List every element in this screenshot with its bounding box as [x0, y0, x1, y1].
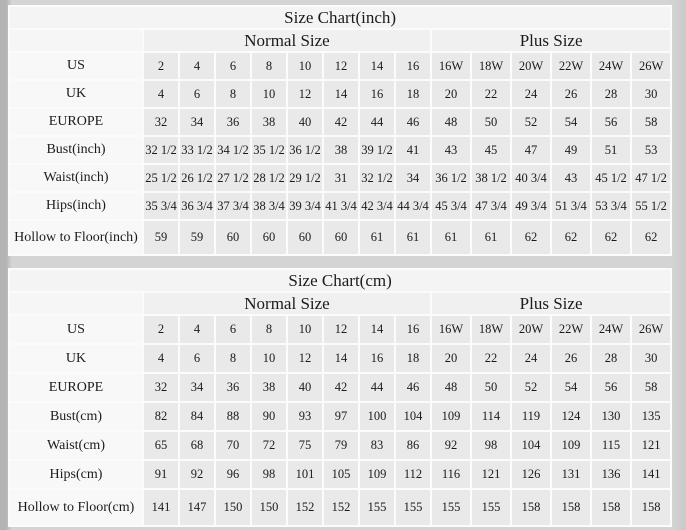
size-value-cell: 93 [288, 403, 322, 430]
size-value-cell: 32 1/2 [360, 165, 394, 191]
size-value-cell: 46 [396, 374, 430, 401]
size-value-cell: 37 3/4 [216, 193, 250, 219]
table-row [10, 403, 670, 430]
size-value-cell: 40 [288, 374, 322, 401]
size-value-cell: 34 [180, 374, 214, 401]
size-value-cell: 48 [432, 374, 470, 401]
size-value-cell: 6 [216, 316, 250, 343]
size-value-cell: 141 [632, 461, 670, 488]
size-value-cell: 41 [396, 137, 430, 163]
size-value-cell: 158 [552, 490, 590, 525]
size-group-header-row [10, 30, 670, 51]
size-value-cell: 61 [432, 221, 470, 254]
size-value-cell: 26 1/2 [180, 165, 214, 191]
size-value-cell: 88 [216, 403, 250, 430]
size-value-cell: 92 [432, 432, 470, 459]
size-value-cell: 18 [396, 81, 430, 107]
row-label: Hips(cm) [10, 461, 142, 488]
size-value-cell: 18 [396, 345, 430, 372]
size-value-cell: 51 3/4 [552, 193, 590, 219]
size-value-cell: 86 [396, 432, 430, 459]
size-value-cell: 44 [360, 109, 394, 135]
size-value-cell: 22 [472, 81, 510, 107]
size-value-cell: 109 [432, 403, 470, 430]
size-value-cell: 18W [472, 316, 510, 343]
size-value-cell: 54 [552, 109, 590, 135]
row-label: UK [10, 345, 142, 372]
size-value-cell: 30 [632, 81, 670, 107]
size-value-cell: 62 [552, 221, 590, 254]
size-value-cell: 83 [360, 432, 394, 459]
size-value-cell: 49 [552, 137, 590, 163]
size-value-cell: 116 [432, 461, 470, 488]
size-value-cell: 112 [396, 461, 430, 488]
size-value-cell: 4 [144, 81, 178, 107]
size-value-cell: 79 [324, 432, 358, 459]
row-label: UK [10, 81, 142, 107]
row-label: Hips(inch) [10, 193, 142, 219]
table-row [10, 81, 670, 107]
table-row [10, 165, 670, 191]
size-value-cell: 101 [288, 461, 322, 488]
size-value-cell: 18W [472, 53, 510, 79]
size-value-cell: 50 [472, 374, 510, 401]
row-label: Hollow to Floor(cm) [10, 490, 142, 525]
size-value-cell: 59 [144, 221, 178, 254]
size-value-cell: 60 [216, 221, 250, 254]
size-value-cell: 109 [360, 461, 394, 488]
row-label: EUROPE [10, 109, 142, 135]
size-value-cell: 20W [512, 53, 550, 79]
size-value-cell: 47 3/4 [472, 193, 510, 219]
size-value-cell: 53 [632, 137, 670, 163]
size-value-cell: 42 3/4 [360, 193, 394, 219]
size-value-cell: 152 [324, 490, 358, 525]
size-value-cell: 20 [432, 345, 470, 372]
plus-size-group-header: Plus Size [432, 30, 670, 51]
size-value-cell: 91 [144, 461, 178, 488]
size-value-cell: 45 1/2 [592, 165, 630, 191]
size-value-cell: 61 [472, 221, 510, 254]
size-value-cell: 152 [288, 490, 322, 525]
size-value-cell: 6 [180, 81, 214, 107]
size-value-cell: 42 [324, 109, 358, 135]
size-value-cell: 8 [216, 345, 250, 372]
size-value-cell: 10 [252, 81, 286, 107]
size-value-cell: 28 [592, 345, 630, 372]
table-row [10, 137, 670, 163]
size-value-cell: 40 3/4 [512, 165, 550, 191]
size-value-cell: 58 [632, 109, 670, 135]
size-value-cell: 14 [324, 81, 358, 107]
size-value-cell: 22W [552, 53, 590, 79]
size-value-cell: 68 [180, 432, 214, 459]
size-value-cell: 109 [552, 432, 590, 459]
size-value-cell: 26W [632, 316, 670, 343]
size-value-cell: 24 [512, 81, 550, 107]
row-label: Waist(cm) [10, 432, 142, 459]
size-value-cell: 4 [180, 316, 214, 343]
table-row [10, 109, 670, 135]
size-value-cell: 42 [324, 374, 358, 401]
size-value-cell: 84 [180, 403, 214, 430]
table-row [10, 374, 670, 401]
size-value-cell: 92 [180, 461, 214, 488]
size-value-cell: 55 1/2 [632, 193, 670, 219]
size-value-cell: 96 [216, 461, 250, 488]
size-value-cell: 31 [324, 165, 358, 191]
size-value-cell: 14 [360, 53, 394, 79]
size-value-cell: 155 [396, 490, 430, 525]
size-value-cell: 39 1/2 [360, 137, 394, 163]
table-row [10, 345, 670, 372]
size-value-cell: 8 [252, 53, 286, 79]
row-label: US [10, 53, 142, 79]
row-label: Bust(inch) [10, 137, 142, 163]
size-value-cell: 12 [324, 316, 358, 343]
size-value-cell: 70 [216, 432, 250, 459]
size-value-cell: 32 [144, 109, 178, 135]
size-value-cell: 72 [252, 432, 286, 459]
size-value-cell: 25 1/2 [144, 165, 178, 191]
size-value-cell: 62 [592, 221, 630, 254]
size-value-cell: 38 [324, 137, 358, 163]
size-value-cell: 141 [144, 490, 178, 525]
size-value-cell: 26 [552, 81, 590, 107]
row-label: Hollow to Floor(inch) [10, 221, 142, 254]
size-value-cell: 38 3/4 [252, 193, 286, 219]
size-value-cell: 41 3/4 [324, 193, 358, 219]
size-value-cell: 28 [592, 81, 630, 107]
row-label: Waist(inch) [10, 165, 142, 191]
size-value-cell: 90 [252, 403, 286, 430]
size-value-cell: 28 1/2 [252, 165, 286, 191]
table-title: Size Chart(cm) [10, 270, 670, 291]
size-value-cell: 59 [180, 221, 214, 254]
table-row [10, 461, 670, 488]
size-value-cell: 147 [180, 490, 214, 525]
size-value-cell: 98 [472, 432, 510, 459]
size-value-cell: 52 [512, 374, 550, 401]
size-value-cell: 60 [288, 221, 322, 254]
size-group-header-row [10, 293, 670, 314]
size-value-cell: 32 1/2 [144, 137, 178, 163]
size-value-cell: 20 [432, 81, 470, 107]
size-value-cell: 38 1/2 [472, 165, 510, 191]
size-value-cell: 43 [552, 165, 590, 191]
size-value-cell: 24 [512, 345, 550, 372]
size-value-cell: 131 [552, 461, 590, 488]
size-value-cell: 35 1/2 [252, 137, 286, 163]
size-value-cell: 130 [592, 403, 630, 430]
group-header-spacer [10, 30, 142, 51]
size-value-cell: 48 [432, 109, 470, 135]
size-value-cell: 24W [592, 53, 630, 79]
normal-size-group-header: Normal Size [144, 293, 430, 314]
row-label: Bust(cm) [10, 403, 142, 430]
table-row [10, 193, 670, 219]
table-row [10, 53, 670, 79]
size-value-cell: 62 [512, 221, 550, 254]
size-value-cell: 45 [472, 137, 510, 163]
size-value-cell: 35 3/4 [144, 193, 178, 219]
size-value-cell: 16 [396, 53, 430, 79]
size-value-cell: 4 [180, 53, 214, 79]
size-value-cell: 24W [592, 316, 630, 343]
size-chart-inch-table [8, 5, 672, 256]
size-value-cell: 12 [288, 345, 322, 372]
size-value-cell: 27 1/2 [216, 165, 250, 191]
size-value-cell: 16 [360, 81, 394, 107]
size-value-cell: 61 [360, 221, 394, 254]
size-value-cell: 34 [396, 165, 430, 191]
size-value-cell: 155 [360, 490, 394, 525]
size-value-cell: 52 [512, 109, 550, 135]
size-value-cell: 36 3/4 [180, 193, 214, 219]
size-value-cell: 16 [396, 316, 430, 343]
size-value-cell: 6 [216, 53, 250, 79]
size-value-cell: 121 [472, 461, 510, 488]
size-value-cell: 34 1/2 [216, 137, 250, 163]
size-value-cell: 155 [432, 490, 470, 525]
size-value-cell: 36 1/2 [432, 165, 470, 191]
group-header-spacer [10, 293, 142, 314]
size-value-cell: 16 [360, 345, 394, 372]
size-value-cell: 158 [512, 490, 550, 525]
size-value-cell: 158 [632, 490, 670, 525]
row-label: EUROPE [10, 374, 142, 401]
size-value-cell: 97 [324, 403, 358, 430]
size-value-cell: 22W [552, 316, 590, 343]
size-value-cell: 36 [216, 109, 250, 135]
table-title: Size Chart(inch) [10, 7, 670, 28]
size-value-cell: 32 [144, 374, 178, 401]
size-value-cell: 61 [396, 221, 430, 254]
size-value-cell: 105 [324, 461, 358, 488]
size-value-cell: 47 1/2 [632, 165, 670, 191]
size-value-cell: 29 1/2 [288, 165, 322, 191]
size-value-cell: 33 1/2 [180, 137, 214, 163]
size-value-cell: 150 [252, 490, 286, 525]
table-row [10, 432, 670, 459]
size-chart-cm-table [8, 268, 672, 527]
size-value-cell: 135 [632, 403, 670, 430]
size-value-cell: 20W [512, 316, 550, 343]
size-value-cell: 56 [592, 109, 630, 135]
size-value-cell: 58 [632, 374, 670, 401]
size-value-cell: 54 [552, 374, 590, 401]
table-row [10, 490, 670, 525]
size-value-cell: 50 [472, 109, 510, 135]
size-value-cell: 126 [512, 461, 550, 488]
size-value-cell: 82 [144, 403, 178, 430]
size-value-cell: 14 [324, 345, 358, 372]
size-value-cell: 43 [432, 137, 470, 163]
size-value-cell: 14 [360, 316, 394, 343]
size-value-cell: 6 [180, 345, 214, 372]
size-value-cell: 158 [592, 490, 630, 525]
size-value-cell: 75 [288, 432, 322, 459]
normal-size-group-header: Normal Size [144, 30, 430, 51]
size-value-cell: 44 [360, 374, 394, 401]
size-value-cell: 8 [252, 316, 286, 343]
size-value-cell: 38 [252, 374, 286, 401]
size-value-cell: 100 [360, 403, 394, 430]
size-value-cell: 98 [252, 461, 286, 488]
size-value-cell: 136 [592, 461, 630, 488]
size-value-cell: 150 [216, 490, 250, 525]
size-value-cell: 12 [288, 81, 322, 107]
size-value-cell: 2 [144, 53, 178, 79]
size-value-cell: 38 [252, 109, 286, 135]
size-value-cell: 119 [512, 403, 550, 430]
size-value-cell: 51 [592, 137, 630, 163]
table-row [10, 221, 670, 254]
size-value-cell: 4 [144, 345, 178, 372]
size-value-cell: 16W [432, 316, 470, 343]
size-value-cell: 26 [552, 345, 590, 372]
size-value-cell: 12 [324, 53, 358, 79]
size-value-cell: 56 [592, 374, 630, 401]
size-value-cell: 8 [216, 81, 250, 107]
size-value-cell: 36 1/2 [288, 137, 322, 163]
size-value-cell: 39 3/4 [288, 193, 322, 219]
size-value-cell: 155 [472, 490, 510, 525]
size-value-cell: 10 [288, 316, 322, 343]
size-value-cell: 46 [396, 109, 430, 135]
size-value-cell: 62 [632, 221, 670, 254]
table-title-row [10, 270, 670, 291]
size-value-cell: 115 [592, 432, 630, 459]
size-value-cell: 22 [472, 345, 510, 372]
size-value-cell: 16W [432, 53, 470, 79]
size-value-cell: 34 [180, 109, 214, 135]
table-row [10, 316, 670, 343]
size-value-cell: 10 [252, 345, 286, 372]
size-value-cell: 124 [552, 403, 590, 430]
size-value-cell: 121 [632, 432, 670, 459]
table-title-row [10, 7, 670, 28]
size-value-cell: 114 [472, 403, 510, 430]
size-value-cell: 53 3/4 [592, 193, 630, 219]
size-value-cell: 104 [512, 432, 550, 459]
size-value-cell: 2 [144, 316, 178, 343]
size-value-cell: 60 [324, 221, 358, 254]
size-value-cell: 49 3/4 [512, 193, 550, 219]
size-value-cell: 45 3/4 [432, 193, 470, 219]
row-label: US [10, 316, 142, 343]
size-value-cell: 30 [632, 345, 670, 372]
size-value-cell: 36 [216, 374, 250, 401]
size-value-cell: 60 [252, 221, 286, 254]
size-value-cell: 44 3/4 [396, 193, 430, 219]
size-value-cell: 104 [396, 403, 430, 430]
size-value-cell: 65 [144, 432, 178, 459]
size-value-cell: 47 [512, 137, 550, 163]
plus-size-group-header: Plus Size [432, 293, 670, 314]
size-value-cell: 26W [632, 53, 670, 79]
size-value-cell: 10 [288, 53, 322, 79]
size-value-cell: 40 [288, 109, 322, 135]
